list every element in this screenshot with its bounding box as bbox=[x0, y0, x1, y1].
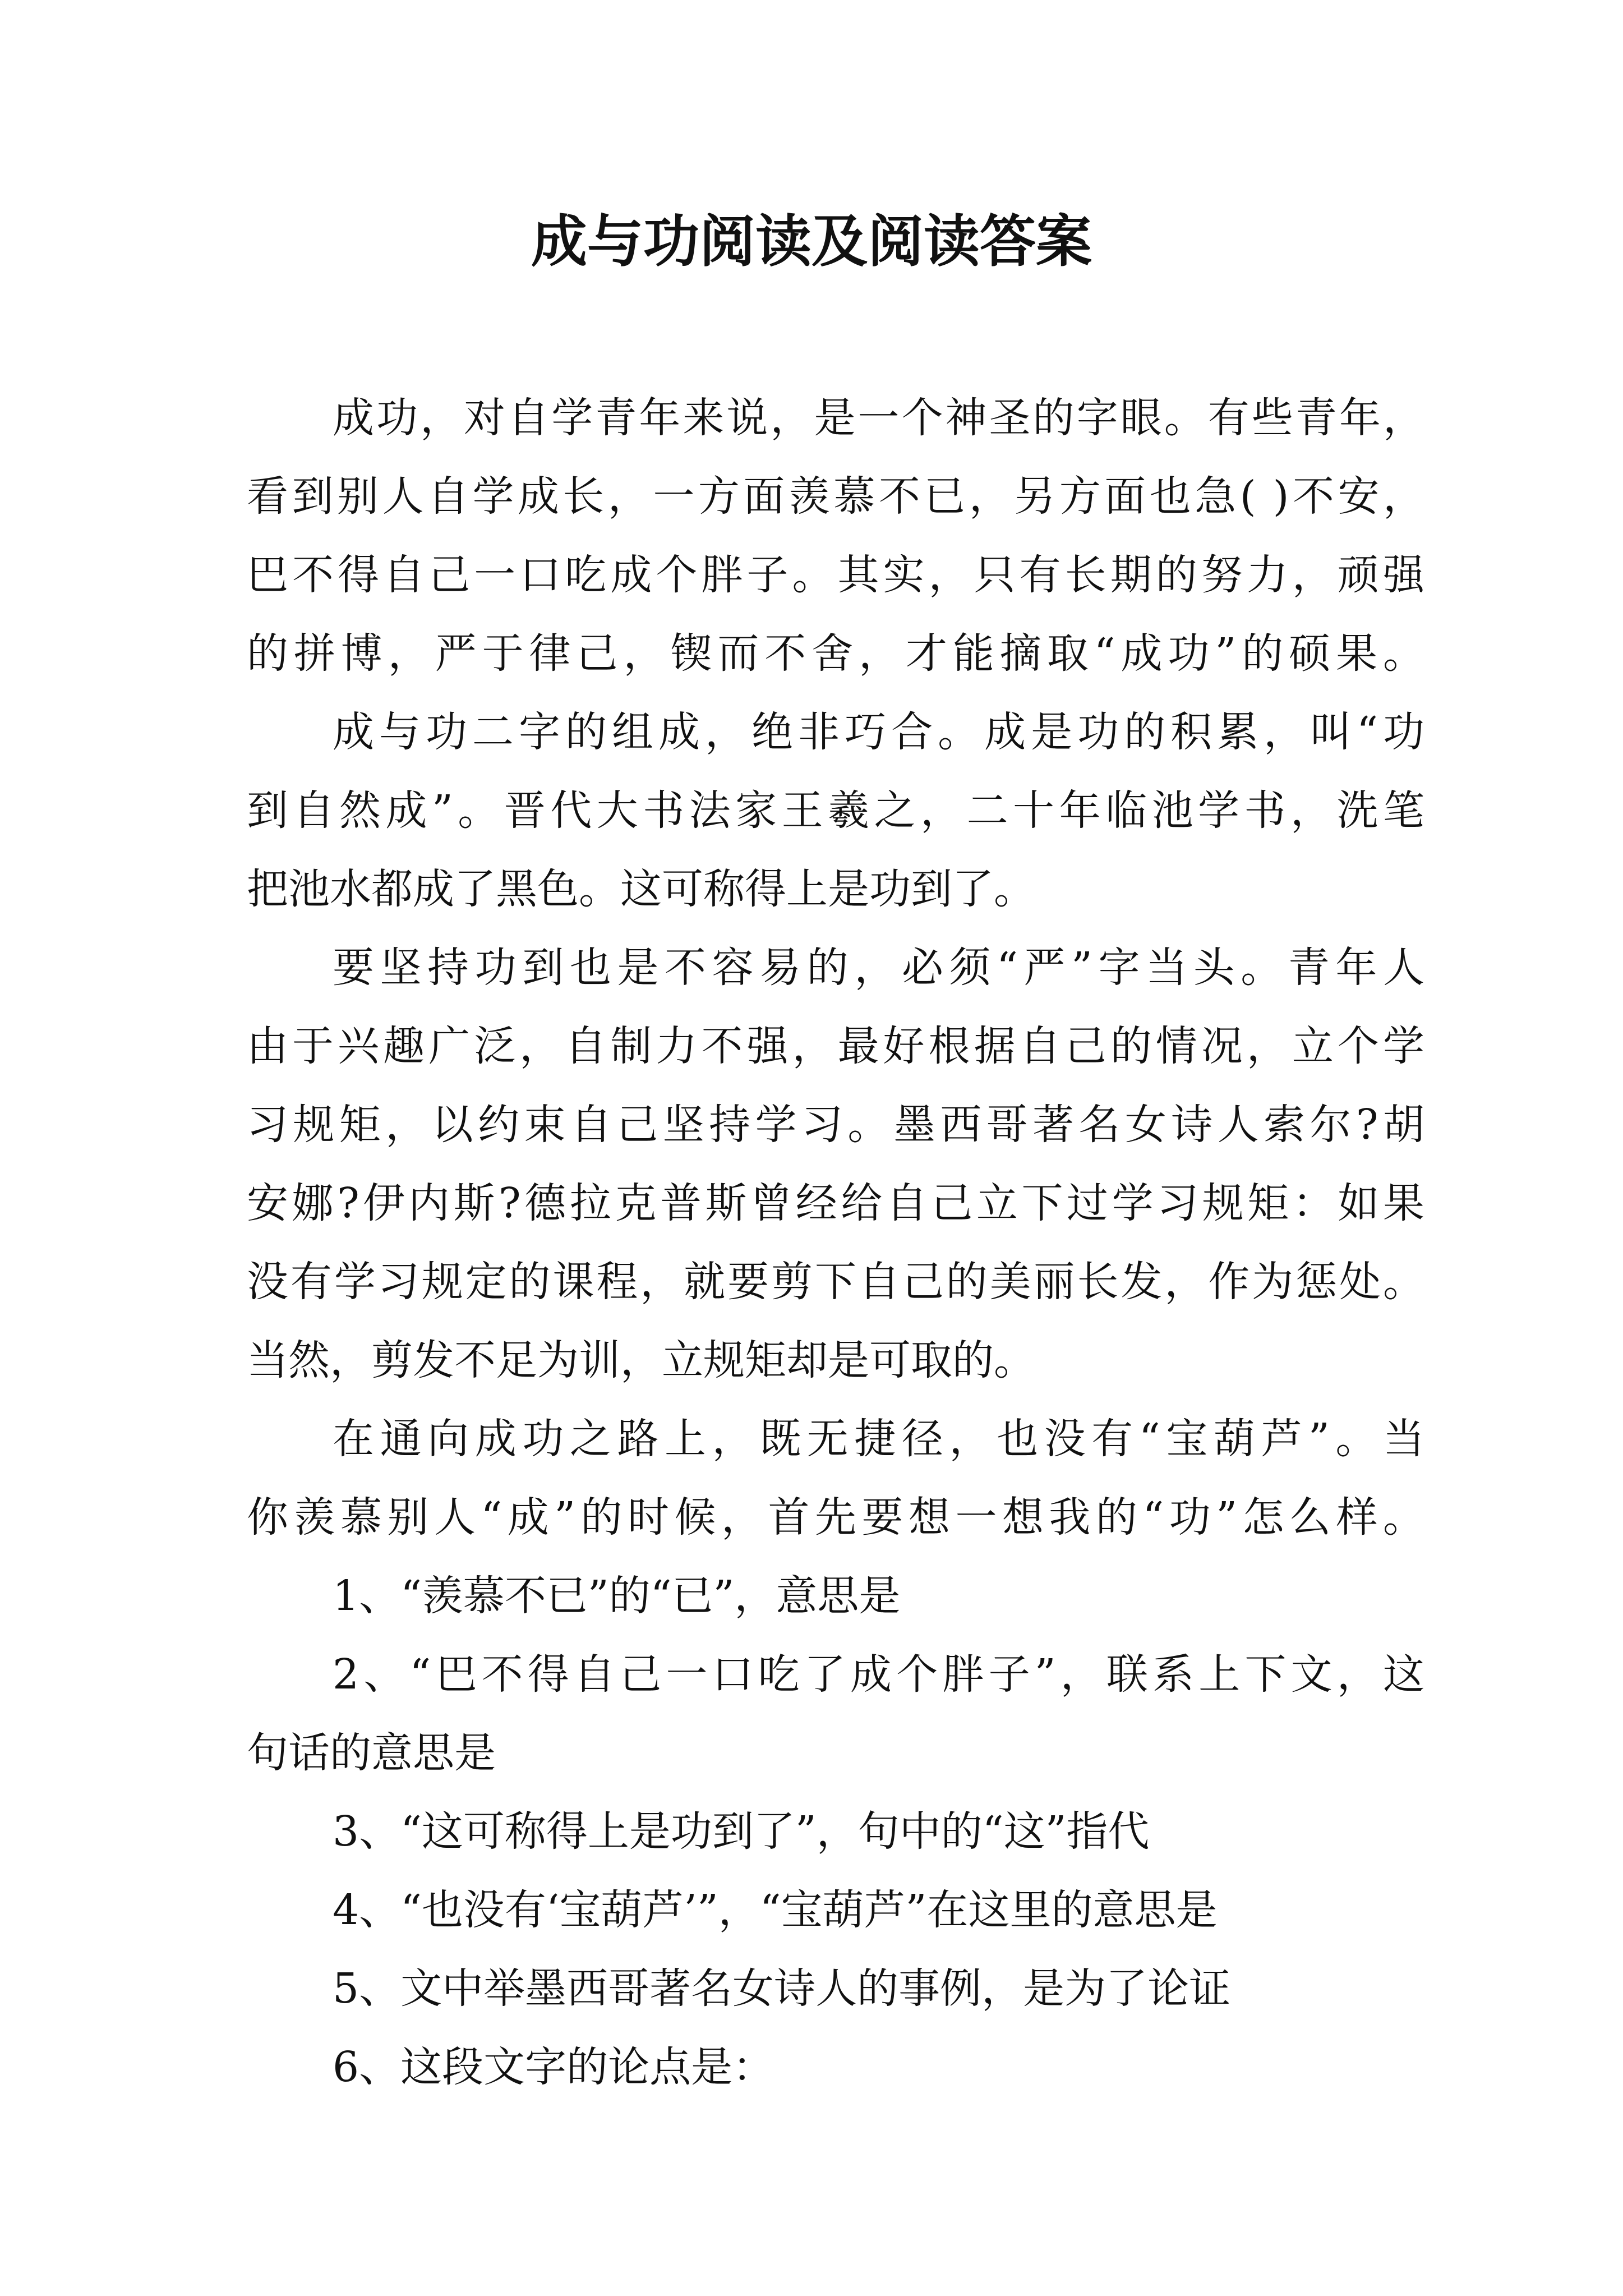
question-1: 1、“羡慕不已”的“已”，意思是 bbox=[333, 1572, 901, 1620]
document-title: 成与功阅读及阅读答案 bbox=[531, 208, 1092, 274]
body-line: 你羡慕别人“成”的时候，首先要想一想我的“功”怎么样。 bbox=[247, 1493, 1424, 1542]
question-5: 5、文中举墨西哥著名女诗人的事例，是为了论证 bbox=[333, 1964, 1231, 2013]
body-line: 成与功二字的组成，绝非巧合。成是功的积累，叫“功 bbox=[333, 708, 1424, 756]
body-line: 要坚持功到也是不容易的，必须“严”字当头。青年人 bbox=[333, 944, 1424, 992]
body-line: 的拼博，严于律己，锲而不舍，才能摘取“成功”的硕果。 bbox=[247, 629, 1424, 678]
body-line: 习规矩，以约束自己坚持学习。墨西哥著名女诗人索尔?胡 bbox=[247, 1101, 1424, 1149]
question-3: 3、“这可称得上是功到了”，句中的“这”指代 bbox=[333, 1807, 1150, 1856]
body-line: 由于兴趣广泛，自制力不强，最好根据自己的情况，立个学 bbox=[247, 1022, 1424, 1070]
body-line: 成功，对自学青年来说，是一个神圣的字眼。有些青年， bbox=[333, 394, 1424, 442]
body-line: 看到别人自学成长，一方面羡慕不已，另方面也急( )不安， bbox=[247, 472, 1424, 521]
question-6: 6、这段文字的论点是： bbox=[333, 2043, 774, 2091]
body-line: 把池水都成了黑色。这可称得上是功到了。 bbox=[247, 865, 1035, 913]
question-2: 2、“巴不得自己一口吃了成个胖子”，联系上下文，这 bbox=[333, 1650, 1424, 1699]
body-line: 没有学习规定的课程，就要剪下自己的美丽长发，作为惩处。 bbox=[247, 1258, 1424, 1306]
body-line: 巴不得自己一口吃成个胖子。其实，只有长期的努力，顽强 bbox=[247, 551, 1424, 599]
body-line: 安娜?伊内斯?德拉克普斯曾经给自己立下过学习规矩：如果 bbox=[247, 1179, 1424, 1227]
question-4: 4、“也没有‘宝葫芦’”，“宝葫芦”在这里的意思是 bbox=[333, 1886, 1218, 1934]
body-line: 在通向成功之路上，既无捷径，也没有“宝葫芦”。当 bbox=[333, 1415, 1424, 1463]
body-line: 当然，剪发不足为训，立规矩却是可取的。 bbox=[247, 1336, 1035, 1384]
question-2-cont: 句话的意思是 bbox=[247, 1729, 496, 1777]
body-line: 到自然成”。晋代大书法家王羲之，二十年临池学书，洗笔 bbox=[247, 786, 1424, 835]
